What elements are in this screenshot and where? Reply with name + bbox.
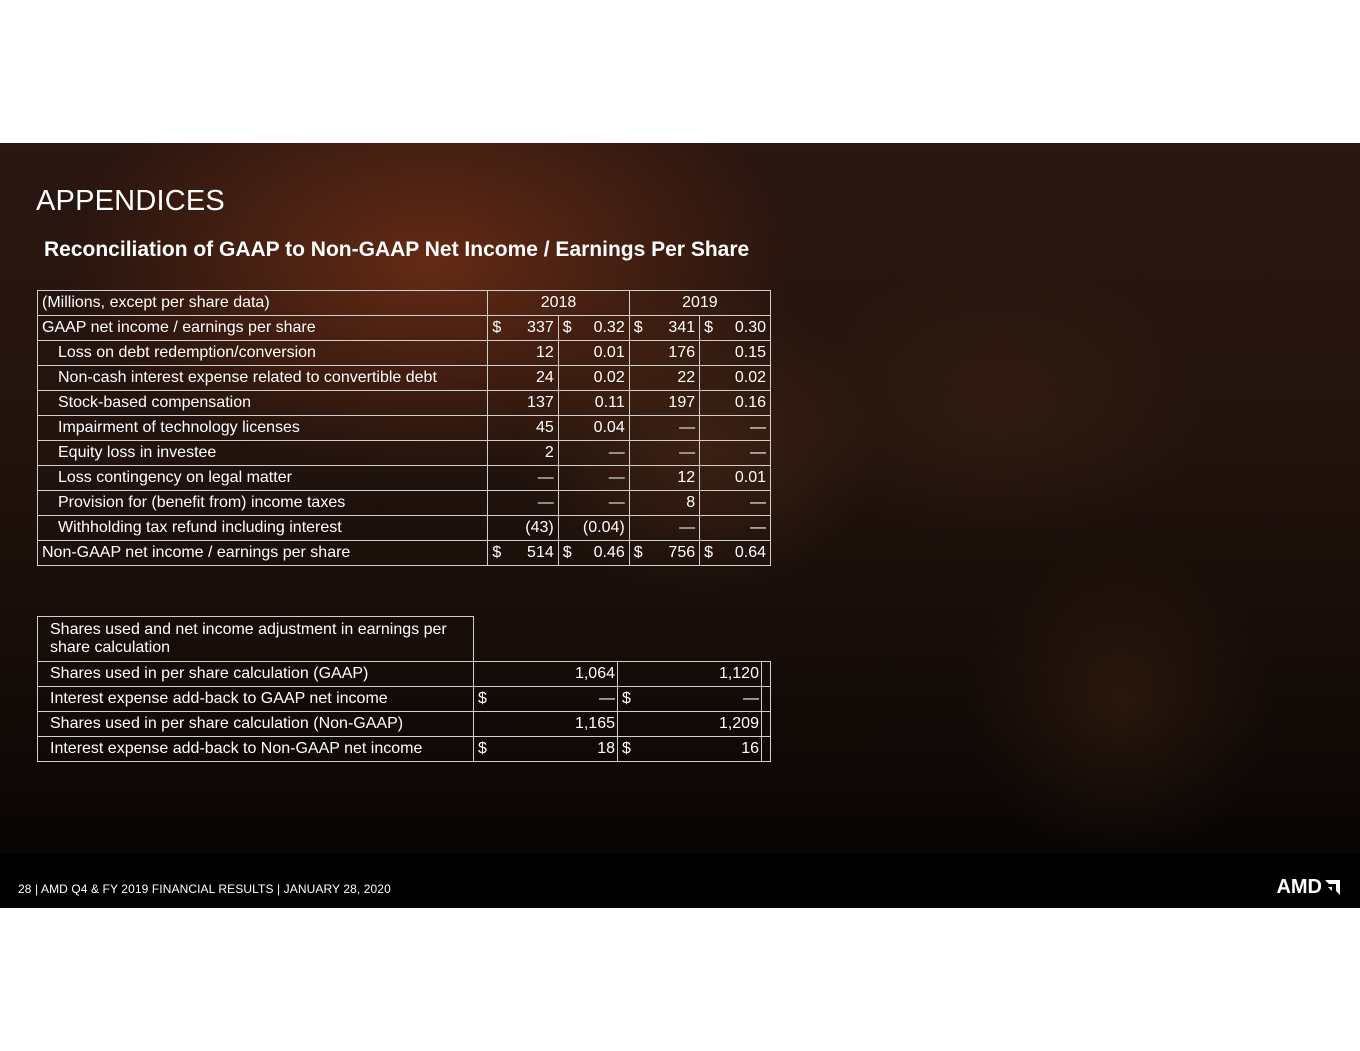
row-value: 24 bbox=[535, 369, 554, 386]
row-value: — bbox=[750, 519, 766, 536]
row-value-cell bbox=[488, 316, 558, 341]
row-value-cell bbox=[700, 366, 771, 391]
row-value-cell bbox=[629, 441, 699, 466]
year-2019-header: 2019 bbox=[629, 291, 770, 316]
row-value: 756 bbox=[668, 544, 696, 561]
currency-symbol: $ bbox=[562, 544, 572, 561]
row-value: (43) bbox=[525, 519, 554, 536]
row-value: — bbox=[608, 444, 625, 461]
row-value: 0.02 bbox=[593, 369, 625, 386]
row-value-cell bbox=[629, 391, 699, 416]
table-row bbox=[38, 737, 771, 762]
row-value-cell bbox=[629, 491, 699, 516]
row-value-cell bbox=[629, 516, 699, 541]
row-value: 22 bbox=[677, 369, 696, 386]
spacer-cell bbox=[761, 687, 770, 712]
currency-symbol: $ bbox=[492, 544, 502, 561]
table-row bbox=[38, 662, 771, 687]
row-value-cell bbox=[558, 341, 629, 366]
row-value: — bbox=[679, 444, 696, 461]
shares-value: 18 bbox=[597, 740, 615, 757]
reconciliation-table bbox=[37, 290, 771, 566]
row-value-cell bbox=[700, 541, 771, 566]
row-value-cell bbox=[488, 541, 558, 566]
row-value-cell bbox=[558, 316, 629, 341]
table-row bbox=[38, 491, 771, 516]
row-value-cell bbox=[558, 541, 629, 566]
row-value: 2 bbox=[544, 444, 554, 461]
row-value: 176 bbox=[668, 344, 696, 361]
row-value-cell bbox=[558, 416, 629, 441]
currency-symbol: $ bbox=[492, 319, 502, 336]
row-value-cell bbox=[558, 441, 629, 466]
currency-symbol: $ bbox=[622, 740, 631, 757]
row-value: 12 bbox=[677, 469, 696, 486]
row-value-cell bbox=[488, 466, 558, 491]
row-value: — bbox=[750, 494, 766, 511]
currency-symbol: $ bbox=[562, 319, 572, 336]
currency-symbol: $ bbox=[633, 544, 643, 561]
row-value-cell bbox=[558, 391, 629, 416]
row-value: 0.30 bbox=[734, 319, 766, 336]
row-label: Provision for (benefit from) income taxes bbox=[38, 491, 488, 516]
table-row bbox=[38, 441, 771, 466]
row-value: — bbox=[679, 419, 696, 436]
row-value: — bbox=[750, 419, 766, 436]
amd-arrow-icon bbox=[1324, 880, 1340, 896]
year-2018-header: 2018 bbox=[488, 291, 629, 316]
row-label: Loss on debt redemption/conversion bbox=[38, 341, 488, 366]
shares-row-label: Shares used in per share calculation (GAAP) bbox=[38, 662, 474, 687]
row-value-cell bbox=[558, 366, 629, 391]
row-value: (0.04) bbox=[582, 519, 625, 536]
shares-value: — bbox=[742, 690, 759, 707]
row-label: Stock-based compensation bbox=[38, 391, 488, 416]
row-value: — bbox=[537, 494, 554, 511]
row-value: 341 bbox=[668, 319, 696, 336]
row-value-cell bbox=[700, 416, 771, 441]
row-label: GAAP net income / earnings per share bbox=[38, 316, 488, 341]
shares-value-cell bbox=[618, 737, 762, 762]
row-value: 0.01 bbox=[593, 344, 625, 361]
header-label: (Millions, except per share data) bbox=[38, 291, 488, 316]
row-value: — bbox=[750, 444, 766, 461]
shares-value-cell bbox=[474, 662, 618, 687]
row-value: 197 bbox=[668, 394, 696, 411]
row-value-cell bbox=[488, 491, 558, 516]
row-value-cell bbox=[488, 391, 558, 416]
table-row bbox=[38, 366, 771, 391]
shares-row-label: Shares used in per share calculation (Non-GAAP) bbox=[38, 712, 474, 737]
row-value: 0.02 bbox=[734, 369, 766, 386]
table-row bbox=[38, 341, 771, 366]
row-label: Non-GAAP net income / earnings per share bbox=[38, 541, 488, 566]
currency-symbol: $ bbox=[622, 690, 631, 707]
row-value-cell bbox=[558, 466, 629, 491]
footer-band bbox=[0, 853, 1360, 908]
table-row bbox=[38, 416, 771, 441]
table-row bbox=[38, 466, 771, 491]
row-value-cell bbox=[700, 391, 771, 416]
row-value: 12 bbox=[535, 344, 554, 361]
spacer-cell bbox=[761, 737, 770, 762]
spacer-cell bbox=[761, 662, 770, 687]
row-value-cell bbox=[629, 416, 699, 441]
row-value-cell bbox=[700, 491, 771, 516]
row-value-cell bbox=[700, 516, 771, 541]
currency-symbol: $ bbox=[704, 544, 714, 561]
row-value-cell bbox=[629, 466, 699, 491]
shares-value-cell bbox=[474, 687, 618, 712]
row-value: 0.64 bbox=[734, 544, 766, 561]
shares-value-cell bbox=[474, 712, 618, 737]
row-value-cell bbox=[558, 491, 629, 516]
table-row bbox=[38, 687, 771, 712]
row-value-cell bbox=[488, 416, 558, 441]
currency-symbol: $ bbox=[478, 740, 487, 757]
shares-value: 1,209 bbox=[718, 715, 759, 732]
row-label: Non-cash interest expense related to convertible debt bbox=[38, 366, 488, 391]
table-header-row bbox=[38, 291, 771, 316]
row-value: 0.16 bbox=[734, 394, 766, 411]
row-value-cell bbox=[700, 316, 771, 341]
row-value: — bbox=[608, 469, 625, 486]
shares-value: — bbox=[599, 690, 615, 707]
row-value: — bbox=[679, 519, 696, 536]
shares-value-cell bbox=[618, 687, 762, 712]
row-label: Equity loss in investee bbox=[38, 441, 488, 466]
row-label: Impairment of technology licenses bbox=[38, 416, 488, 441]
row-label: Loss contingency on legal matter bbox=[38, 466, 488, 491]
row-value: 337 bbox=[527, 319, 554, 336]
table-row bbox=[38, 516, 771, 541]
row-value-cell bbox=[700, 441, 771, 466]
shares-value-cell bbox=[474, 737, 618, 762]
shares-value: 1,165 bbox=[574, 715, 615, 732]
slide bbox=[0, 143, 1360, 908]
table-row bbox=[38, 316, 771, 341]
row-value: 0.32 bbox=[593, 319, 625, 336]
table-row bbox=[38, 391, 771, 416]
row-value: 0.04 bbox=[593, 419, 625, 436]
row-value: 8 bbox=[686, 494, 696, 511]
row-label: Withholding tax refund including interest bbox=[38, 516, 488, 541]
shares-header-label: Shares used and net income adjustment in earnings per share calculation bbox=[38, 617, 474, 662]
currency-symbol: $ bbox=[633, 319, 643, 336]
row-value-cell bbox=[629, 541, 699, 566]
logo-text: AMD bbox=[1276, 876, 1322, 898]
footer-text: 28 | AMD Q4 & FY 2019 FINANCIAL RESULTS | JANUARY 28, 2020 bbox=[18, 882, 391, 896]
amd-logo bbox=[1276, 876, 1340, 899]
row-value-cell bbox=[488, 516, 558, 541]
row-value: 514 bbox=[527, 544, 554, 561]
shares-value: 1,120 bbox=[718, 665, 759, 682]
table-row bbox=[38, 712, 771, 737]
currency-symbol: $ bbox=[478, 690, 487, 707]
row-value-cell bbox=[629, 366, 699, 391]
shares-row-label: Interest expense add-back to Non-GAAP net income bbox=[38, 737, 474, 762]
row-value-cell bbox=[700, 466, 771, 491]
shares-value: 16 bbox=[741, 740, 759, 757]
row-value: 0.01 bbox=[734, 469, 766, 486]
shares-table bbox=[37, 616, 771, 762]
row-value-cell bbox=[488, 341, 558, 366]
shares-value-cell bbox=[618, 662, 762, 687]
row-value-cell bbox=[700, 341, 771, 366]
row-value: 137 bbox=[527, 394, 554, 411]
row-value-cell bbox=[488, 441, 558, 466]
row-value: — bbox=[537, 469, 554, 486]
row-value-cell bbox=[629, 341, 699, 366]
row-value: 0.46 bbox=[593, 544, 625, 561]
shares-row-label: Interest expense add-back to GAAP net income bbox=[38, 687, 474, 712]
shares-header-row bbox=[38, 617, 771, 662]
row-value: 0.11 bbox=[594, 394, 625, 411]
row-value: 45 bbox=[535, 419, 554, 436]
table-row bbox=[38, 541, 771, 566]
spacer-cell bbox=[761, 712, 770, 737]
row-value-cell bbox=[558, 516, 629, 541]
row-value-cell bbox=[488, 366, 558, 391]
shares-value: 1,064 bbox=[574, 665, 615, 682]
page-subtitle: Reconciliation of GAAP to Non-GAAP Net Income / Earnings Per Share bbox=[44, 238, 750, 261]
row-value: 0.15 bbox=[734, 344, 766, 361]
page-title: APPENDICES bbox=[36, 185, 225, 217]
row-value: — bbox=[608, 494, 625, 511]
shares-value-cell bbox=[618, 712, 762, 737]
row-value-cell bbox=[629, 316, 699, 341]
currency-symbol: $ bbox=[704, 319, 714, 336]
